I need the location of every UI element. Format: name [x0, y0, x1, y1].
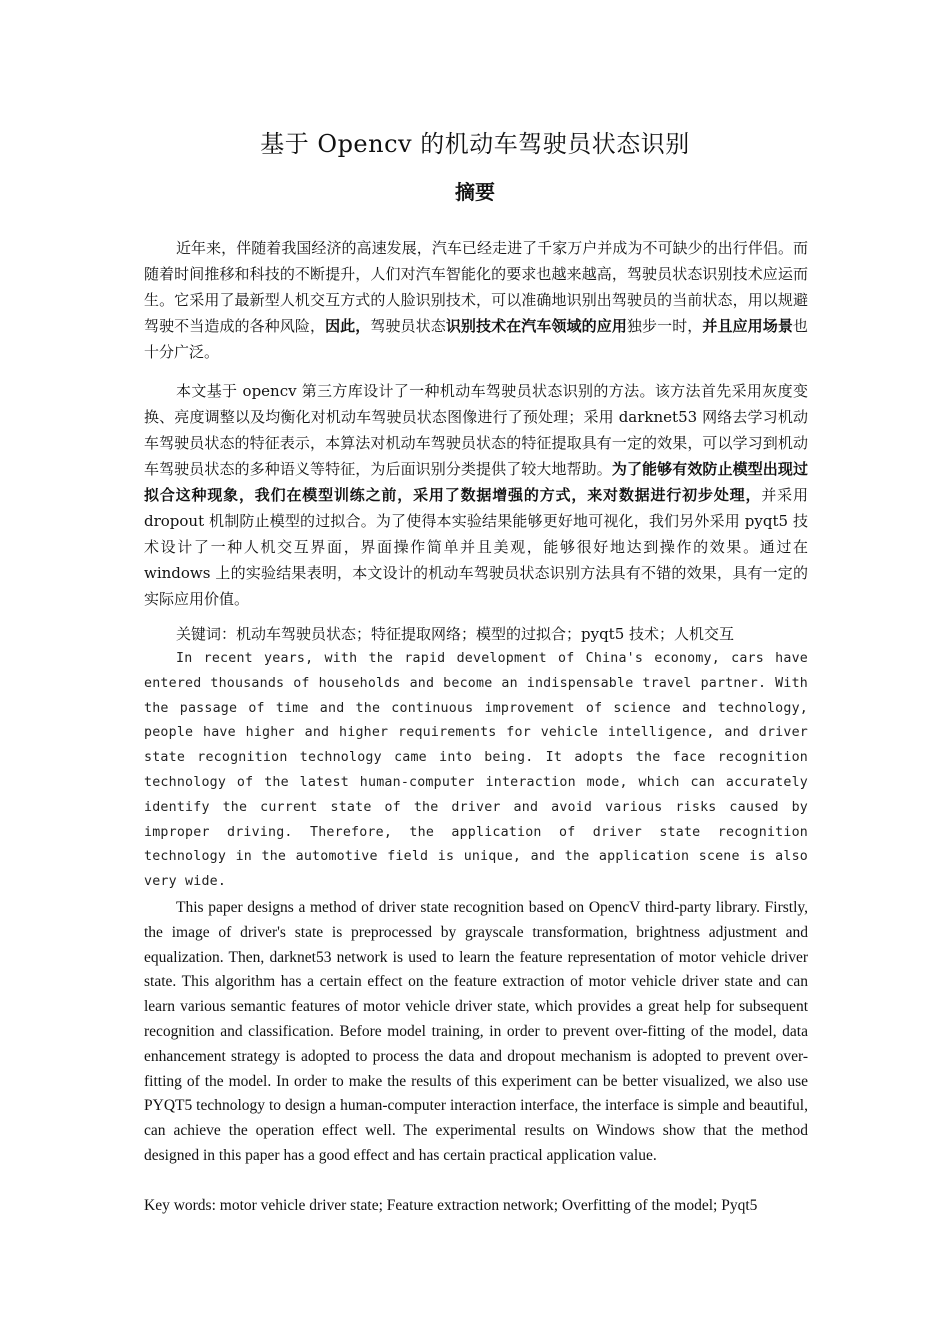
text-run: 独步一时， [626, 317, 703, 335]
text-run-bold: 因此， [325, 317, 371, 335]
keywords-en: Key words: motor vehicle driver state; Feature extraction network; Overfitting of the model; Pyqt5 [144, 1197, 758, 1214]
abstract-zh-paragraph-1 [144, 235, 808, 365]
keywords-zh: 关键词：机动车驾驶员状态；特征提取网络；模型的过拟合；pyqt5 技术；人机交互 [176, 625, 735, 643]
text-run-bold: 并且应用场景 [702, 317, 793, 335]
text-run: 并采用 dropout 机制防止模型的过拟合。为了使得本实验结果能够更好地可视化，我们另外采用 pyqt5 技术设计了一种人机交互界面，界面操作简单并且美观，能够很好地达到操作的效果。通过在 windows 上的实验结果表明，本文设计的机动车驾驶员状态识别方法具有不错的效果，具有一定的实际应用价值。 [144, 486, 808, 608]
text-run: 近年来，伴随着我国经济的高速发展，汽车已经走进了千家万户并成为不可缺少的出行伴侣。而随着时间推移和科技的不断提升，人们对汽车智能化的要求也越来越高，驾驶员状态识别技术应运而生。它采用了最新型人机交互方式的人脸识别技术，可以准确地识别出驾驶员的当前状态，用以规避驾驶不当造成的各种风险， [144, 239, 808, 335]
abstract-heading: 摘要 [455, 180, 495, 204]
text-run: 也十分广泛。 [144, 317, 808, 361]
abstract-en-paragraph-1: In recent years, with the rapid development of China's economy, cars have entered thousands of households and become an indispensable travel partner. With the passage of time and the continuous improvement of science and technology, people have higher and higher requirements for vehicle intelligence, and driver state recognition technology came into being. It adopts the face recognition technology of the latest human-computer interaction mode, which can accurately identify the current state of the driver and avoid various risks caused by improper driving. Therefore, the application of driver state recognition technology in the automotive field is unique, and the application scene is also very wide. [144, 651, 808, 890]
abstract-zh-paragraph-2 [144, 378, 808, 612]
text-run: 本文基于 opencv 第三方库设计了一种机动车驾驶员状态识别的方法。该方法首先采用灰度变换、亮度调整以及均衡化对机动车驾驶员状态图像进行了预处理；采用 darknet53 网络去学习机动车驾驶员状态的特征表示，本算法对机动车驾驶员状态的特征提取具有一定的效果，可以学习到机动车驾驶员状态的多种语义等特征，为后面识别分类提供了较大地帮助。 [144, 382, 808, 478]
text-run-bold: 识别技术在汽车领域的应用 [445, 317, 627, 335]
page-title: 基于 Opencv 的机动车驾驶员状态识别 [260, 130, 690, 158]
abstract-en-paragraph-2: This paper designs a method of driver state recognition based on OpencV third-party library. Firstly, the image of driver's state is preprocessed by grayscale transformation, brightness adjustment and equalization. Then, darknet53 network is used to learn the feature representation of motor vehicle driver state. This algorithm has a certain effect on the feature extraction of motor vehicle driver state and can learn various semantic features of motor vehicle driver state, which provides a great help for subsequent recognition and classification. Before model training, in order to prevent over-fitting of the model, data enhancement strategy is adopted to process the data and dropout mechanism is adopted to prevent over-fitting of the model. In order to make the results of this experiment can be better visualized, we also use PYQT5 technology to design a human-computer interaction interface, the interface is simple and beautiful, can achieve the operation effect well. The experimental results on Windows show that the method designed in this paper has a good effect and has certain practical application value. [144, 899, 808, 1164]
text-run: 驾驶员状态 [370, 317, 446, 335]
text-run-bold: 为了能够有效防止模型出现过拟合这种现象，我们在模型训练之前，采用了数据增强的方式，来对数据进行初步处理， [144, 460, 808, 504]
